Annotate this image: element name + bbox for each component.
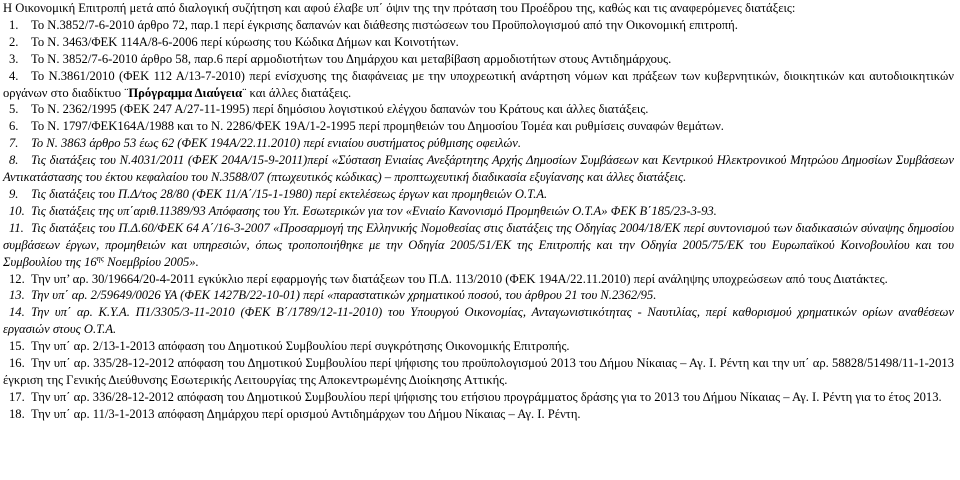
list-item [3, 355, 954, 389]
item-text: Τις διατάξεις του Ν.4031/2011 (ΦΕΚ 204Α/15-9-2011)περί «Σύσταση Ενιαίας Ανεξάρτητης Αρχής Δημοσίων Συμβάσεων και Κεντρικού Ηλεκτρονικού Μητρώου Δημοσίων Συμβάσεων Αντικατάστασης του έκτου κεφαλαίου του Ν.3588/07 (πτωχευτικός κώδικας) – προπτωχευτική διαδικασία εξυγίανσης και άλλες διατάξεις. [3, 153, 954, 185]
list-item [3, 34, 954, 51]
list-item [3, 135, 954, 152]
list-item [3, 389, 954, 406]
item-text: Τις διατάξεις της υπ΄αριθ.11389/93 Απόφασης του Υπ. Εσωτερικών για τον «Ενιαίο Κανονισμό Προμηθειών Ο.Τ.Α» ΦΕΚ Β΄185/23-3-93. [31, 203, 717, 218]
item-text: Το Ν. 3463/ΦΕΚ 114Α/8-6-2006 περί κύρωσης του Κώδικα Δήμων και Κοινοτήτων. [31, 34, 459, 49]
list-item [3, 101, 954, 118]
list-item [3, 17, 954, 34]
item-number: 11. [9, 220, 24, 235]
list-item [3, 287, 954, 304]
item-number: 9. [9, 186, 19, 201]
list-item [3, 304, 954, 338]
item-text: Την υπ΄ αρ. 11/3-1-2013 απόφαση Δημάρχου περί ορισμού Αντιδημάρχων του Δήμου Νίκαιας – Αγ. Ι. Ρέντη. [31, 406, 581, 421]
item-number: 4. [9, 68, 19, 83]
item-number: 13. [9, 288, 25, 303]
item-number: 8. [9, 153, 19, 168]
item-number: 7. [9, 136, 19, 151]
list-item [3, 68, 954, 102]
list-item [3, 152, 954, 186]
list-item [3, 271, 954, 288]
item-number: 14. [9, 305, 25, 320]
superscript: ης [96, 253, 104, 263]
item-text: ¨ και άλλες διατάξεις. [242, 85, 352, 100]
intro-paragraph: Η Οικονομική Επιτροπή μετά από διαλογική συζήτηση και αφού έλαβε υπ΄ όψιν της την πρόταση του Προέδρου της, καθώς και τις αναφερόμενες διατάξεις: [3, 1, 796, 15]
item-text: Την υπ΄ αρ. 2/59649/0026 ΥΑ (ΦΕΚ 1427Β/22-10-01) περί «παραστατικών χρηματικού ποσού, του άρθρου 21 του Ν.2362/95. [31, 288, 657, 303]
list-item [3, 186, 954, 203]
list-item [3, 203, 954, 220]
item-number: 17. [9, 389, 25, 404]
item-text: Την υπ’ αρ. 30/19664/20-4-2011 εγκύκλιο περί εφαρμογής των διατάξεων του Π.Δ. 113/2010 (ΦΕΚ 194Α/22.11.2010) περί ανάληψης υποχρεώσεων από τους Διατάκτες. [31, 271, 888, 286]
list-item [3, 51, 954, 68]
item-number: 1. [9, 17, 19, 32]
item-number: 16. [9, 356, 25, 371]
item-text: Το Ν.3852/7-6-2010 άρθρο 72, παρ.1 περί έγκρισης δαπανών και διάθεσης πιστώσεων του Προϋπολογισμού από την Οικονομική επιτροπή. [31, 17, 738, 32]
item-number: 6. [9, 119, 19, 134]
item-text: Το Ν. 3863 άρθρο 53 έως 62 (ΦΕΚ 194Α/22.11.2010) περί ενιαίου συστήματος ρύθμισης οφειλών. [31, 136, 522, 151]
item-number: 15. [9, 339, 25, 354]
item-number: 18. [9, 406, 25, 421]
list-item [3, 220, 954, 271]
item-text: Το Ν. 1797/ΦΕΚ164Α/1988 και το Ν. 2286/ΦΕΚ 19Α/1-2-1995 περί προμηθειών του Δημοσίου Τομέα και ρυθμίσεις συναφών θεμάτων. [31, 119, 724, 134]
item-text: Το Ν. 2362/1995 (ΦΕΚ 247 Α/27-11-1995) περί δημόσιου λογιστικού ελέγχου δαπανών του Κράτους και άλλες διατάξεις. [31, 102, 649, 117]
item-text: Τις διατάξεις του Π.Δ.60/ΦΕΚ 64 Α΄/16-3-2007 «Προσαρμογή της Ελληνικής Νομοθεσίας στις διατάξεις της Οδηγίας 2004/18/ΕΚ περί συντονισμού των διαδικασιών σύναψης δημοσίου συμβάσεων έργων, προμηθειών και υπηρεσιών, όπως τροποποιήθηκε με την Οδηγία 2005/51/ΕΚ της Επιτροπής και την Οδηγία 2005/75/ΕΚ του Ευρωπαϊκού Κοινοβουλίου και του Συμβουλίου της 16 [3, 220, 954, 269]
item-number: 2. [9, 34, 19, 49]
item-text: Την υπ΄ αρ. Κ.Υ.Α. Π1/3305/3-11-2010 (ΦΕΚ Β΄/1789/12-11-2010) του Υπουργού Οικονομίας, Ανταγωνιστικότητας - Ναυτιλίας, περί καθορισμού χρηματικών ορίων αναθέσεων εργασιών στους Ο.Τ.Α. [3, 305, 954, 337]
item-number: 5. [9, 102, 19, 117]
item-text: Την υπ΄ αρ. 336/28-12-2012 απόφαση του Δημοτικού Συμβουλίου περί ψήφισης του ετήσιου προγράμματος δράσης για το 2013 του Δήμου Νίκαιας – Αγ. Ι. Ρέντη για το έτος 2013. [31, 389, 942, 404]
item-text: Τις διατάξεις του Π.Δ/τος 28/80 (ΦΕΚ 11/Α΄/15-1-1980) περί εκτελέσεως έργων και προμηθειών Ο.Τ.Α. [31, 186, 548, 201]
item-number: 12. [9, 271, 25, 286]
item-text: Το Ν. 3852/7-6-2010 άρθρο 58, παρ.6 περί αρμοδιοτήτων του Δημάρχου και μεταβίβαση αρμοδιοτήτων στους Αντιδημάρχους. [31, 51, 672, 66]
item-text: Νοεμβρίου 2005». [103, 254, 199, 269]
item-text: Την υπ΄ αρ. 335/28-12-2012 απόφαση του Δημοτικού Συμβουλίου περί ψήφισης του προϋπολογισμού 2013 του Δήμου Νίκαιας – Αγ. Ι. Ρέντη και την υπ΄ αρ. 58828/51498/11-1-2013 έγκριση της Γενικής Διεύθυνσης Εσωτερικής Λειτουργίας της Αποκεντρωμένης Διοίκησης Αττικής. [3, 356, 954, 387]
item-number: 10. [9, 203, 25, 218]
list-item [3, 118, 954, 135]
item-text: Το Ν.3861/2010 (ΦΕΚ 112 Α/13-7-2010) περί ενίσχυσης της διαφάνειας με την υποχρεωτική ανάρτηση νόμων και πράξεων των κυβερνητικών, διοικητικών και αυτοδιοικητικών οργάνων στο διαδίκτυο ¨ [3, 68, 954, 100]
item-text: Την υπ΄ αρ. 2/13-1-2013 απόφαση του Δημοτικού Συμβουλίου περί συγκρότησης Οικονομικής Επιτροπής. [31, 339, 570, 354]
item-number: 3. [9, 51, 19, 66]
list-item [3, 406, 954, 423]
provisions-list [3, 17, 954, 423]
item-text-highlight: Πρόγραμμα Διαύγεια [128, 85, 243, 100]
list-item [3, 338, 954, 355]
